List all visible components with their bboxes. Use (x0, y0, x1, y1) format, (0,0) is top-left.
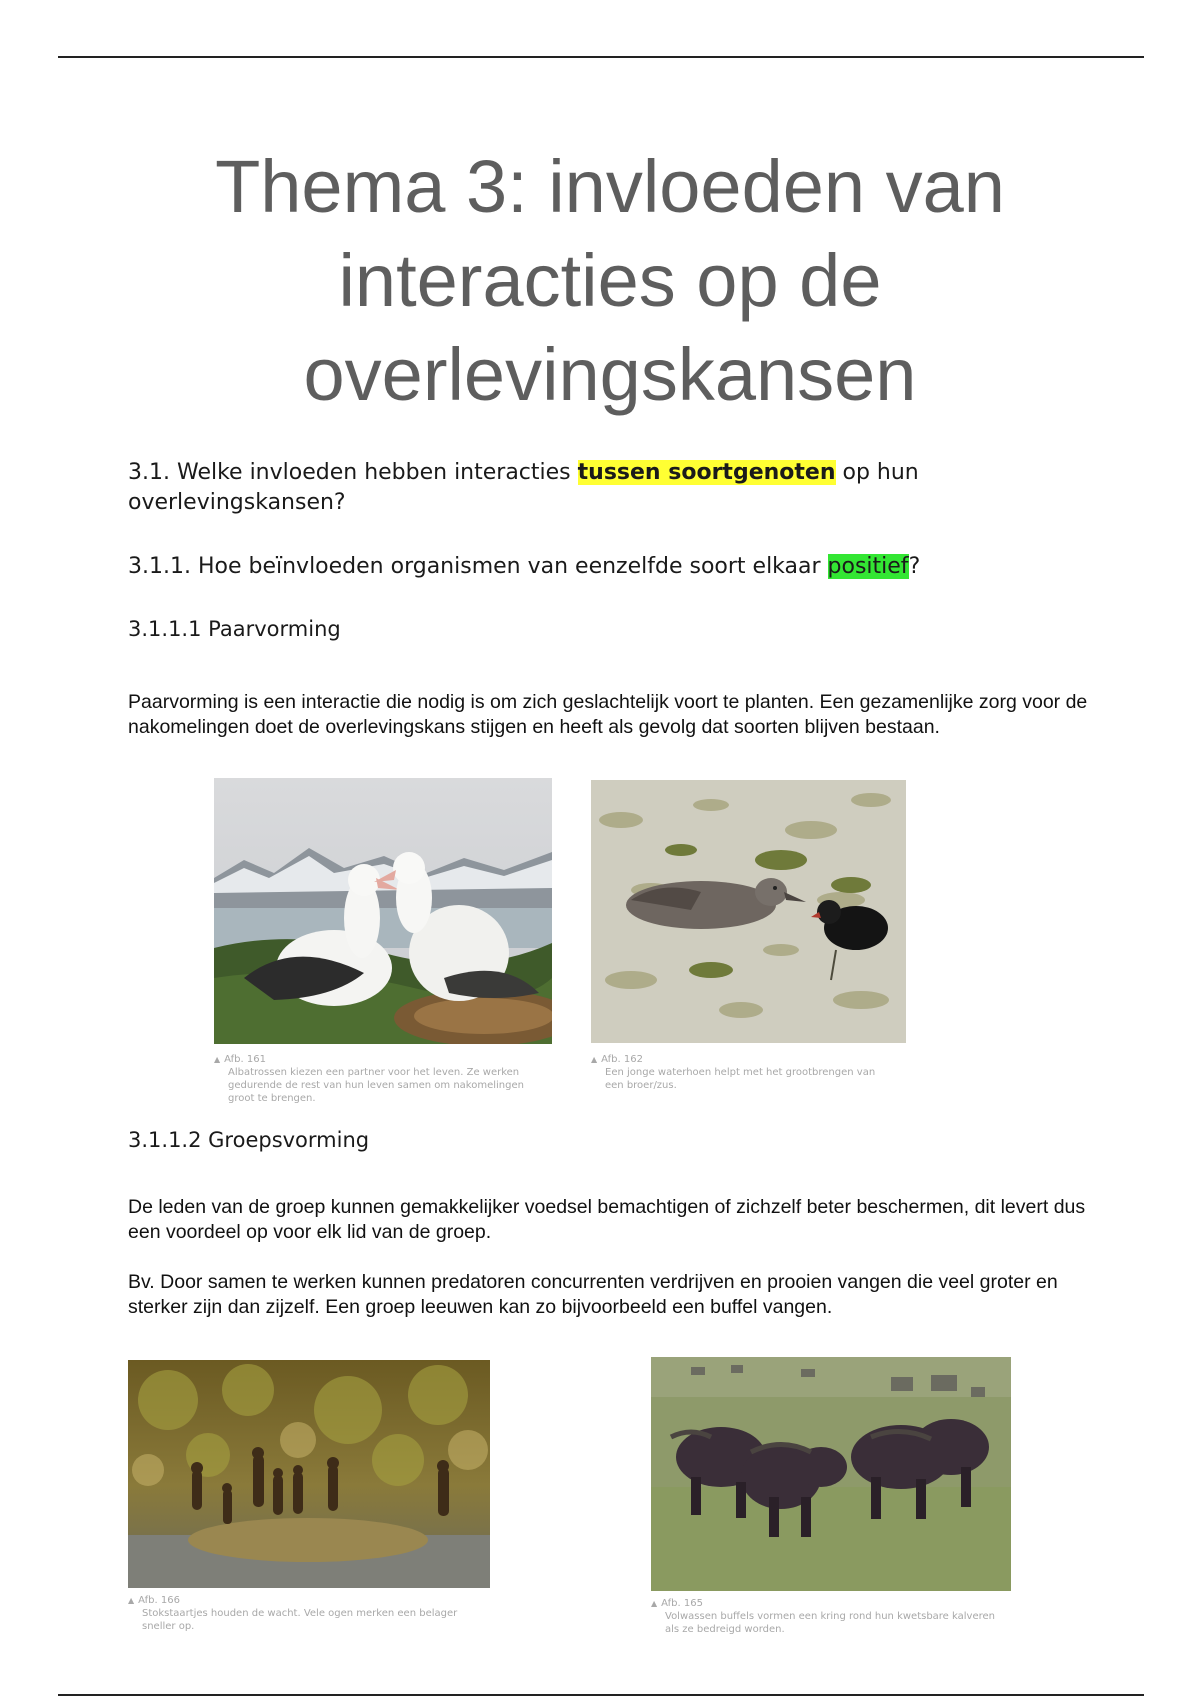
caption-text: Stokstaartjes houden de wacht. Vele ogen merken een belager sneller op. (142, 1608, 458, 1632)
paragraph-groepsvorming: De leden van de groep kunnen gemakkelijker voedsel bemachtigen of zichzelf beter beschermen, dit levert dus een voordeel op voor elk lid van de groep. (128, 1196, 1086, 1243)
moorhen-photo (591, 780, 906, 1043)
figure-caption (128, 1594, 488, 1633)
section-heading-3-1 (128, 458, 1088, 518)
figure-caption (214, 1053, 544, 1105)
figure-number: Afb. 162 (601, 1054, 643, 1065)
caption-text: Een jonge waterhoen helpt met het grootbrengen van een broer/zus. (605, 1067, 876, 1091)
heading-text: 3.1.1. Hoe beïnvloeden organismen van eenzelfde soort elkaar (128, 554, 828, 579)
heading-text: op hun overlevingskansen? (128, 460, 919, 515)
caption-text: Albatrossen kiezen een partner voor het leven. Ze werken gedurende de rest van hun leven samen om nakomelingen groot te brengen. (228, 1067, 524, 1104)
heading-text: 3.1. Welke invloeden hebben interacties (128, 460, 578, 485)
highlighted-word: positief (827, 554, 909, 579)
albatross-photo (214, 778, 552, 1044)
section-heading-paarvorming: 3.1.1.1 Paarvorming (128, 617, 341, 641)
triangle-icon: ▲ (214, 1055, 221, 1064)
triangle-icon: ▲ (128, 1596, 135, 1605)
triangle-icon: ▲ (591, 1055, 598, 1064)
heading-text: ? (908, 554, 921, 579)
title-line-3: overlevingskansen (303, 333, 917, 416)
figure-number: Afb. 166 (138, 1595, 180, 1606)
title-line-2: interacties op de (338, 239, 882, 322)
figure-caption (591, 1053, 891, 1092)
meerkats-photo (128, 1360, 490, 1588)
triangle-icon: ▲ (651, 1599, 658, 1608)
paragraph-example: Bv. Door samen te werken kunnen predatoren concurrenten verdrijven en prooien vangen die veel groter en sterker zijn dan zijzelf. Een groep leeuwen kan zo bijvoorbeeld een buffel vangen. (128, 1271, 1058, 1318)
highlighted-phrase: tussen soortgenoten (577, 460, 836, 485)
section-heading-3-1-1 (128, 552, 1088, 582)
buffalo-photo (651, 1357, 1011, 1591)
section-heading-groepsvorming: 3.1.1.2 Groepsvorming (128, 1128, 370, 1152)
figure-number: Afb. 165 (661, 1598, 703, 1609)
page-title (150, 140, 1070, 422)
figure-caption (651, 1597, 1011, 1636)
top-rule (58, 56, 1144, 58)
paragraph-paarvorming: Paarvorming is een interactie die nodig is om zich geslachtelijk voort te planten. Een gezamenlijke zorg voor de nakomelingen doet de overlevingskans stijgen en heeft als gevolg dat soorten blijven bestaan. (128, 691, 1088, 738)
title-line-1: Thema 3: invloeden van (215, 145, 1005, 228)
bottom-rule (58, 1694, 1144, 1696)
figure-number: Afb. 161 (224, 1054, 266, 1065)
caption-text: Volwassen buffels vormen een kring rond hun kwetsbare kalveren als ze bedreigd worden. (665, 1611, 995, 1635)
